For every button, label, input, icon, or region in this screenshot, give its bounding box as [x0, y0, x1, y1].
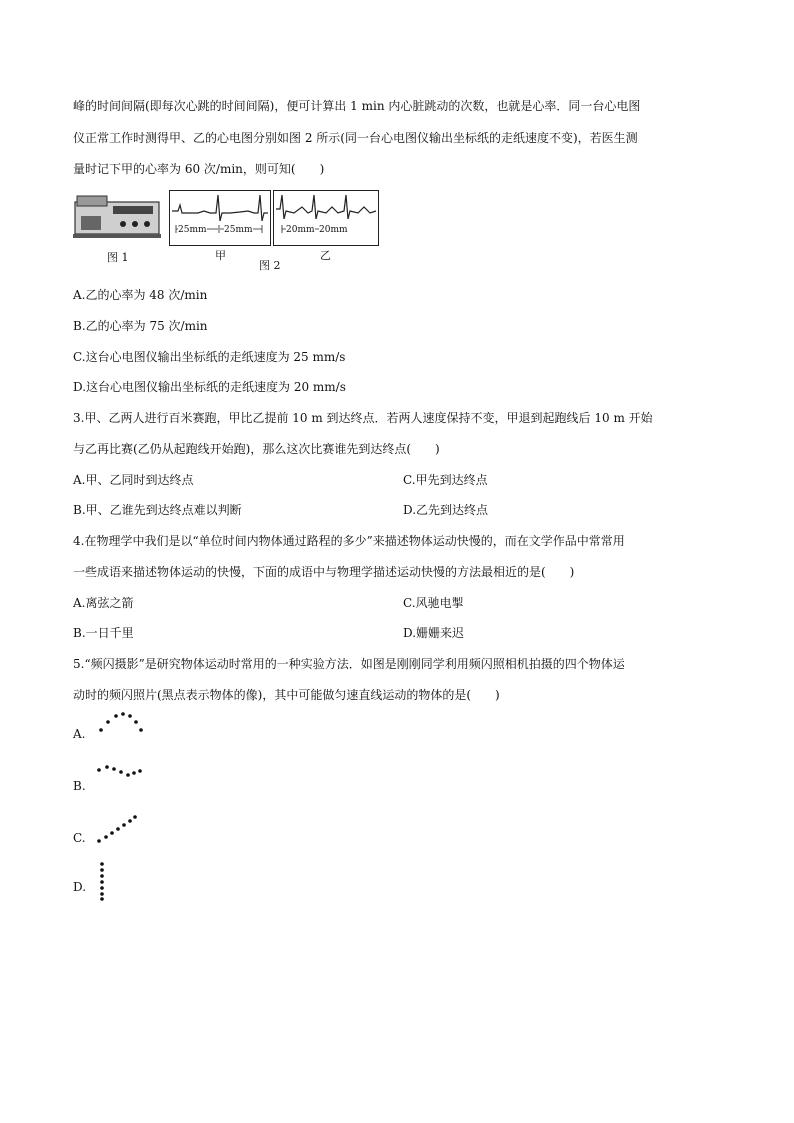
- q3-stem-line2: 与乙再比赛(乙仍从起跑线开始跑)，那么这次比赛谁先到达终点( ): [73, 442, 440, 456]
- q5-option-c-dots-image: [96, 814, 140, 846]
- q5-option-b-dots-image: [96, 760, 146, 782]
- q2-intro-line2: 仪正常工作时测得甲、乙的心电图分别如图 2 所示(同一台心电图仪输出坐标纸的走纸速度不变)，若医生测: [73, 131, 638, 145]
- ecg-device-image: [73, 192, 163, 240]
- q5-option-c: C.: [73, 831, 86, 845]
- q5-option-a: A.: [73, 727, 86, 741]
- q5-option-a-dots-image: [96, 708, 146, 736]
- q3-option-b: B.甲、乙谁先到达终点难以判断: [73, 503, 242, 517]
- ecg-yi-seg2: 20mm: [319, 225, 348, 235]
- ecg-figure: [73, 186, 383, 272]
- q3-option-a: A.甲、乙同时到达终点: [73, 473, 194, 487]
- q2-option-d: D.这台心电图仪输出坐标纸的走纸速度为 20 mm/s: [73, 380, 346, 394]
- ecg-yi-label: 乙: [320, 249, 331, 262]
- ecg-yi-seg1: 20mm: [286, 225, 315, 235]
- figure-2-caption: 图 2: [259, 259, 281, 272]
- q5-option-d-dots-image: [96, 860, 110, 902]
- ecg-jia-seg2: 25mm: [224, 225, 253, 235]
- q5-stem-line1: 5.“频闪摄影”是研究物体运动时常用的一种实验方法．如图是刚刚同学利用频闪照相机拍摄的四个物体运: [73, 657, 625, 671]
- q3-option-d: D.乙先到达终点: [403, 503, 489, 517]
- q5-option-b: B.: [73, 779, 86, 793]
- ecg-panel-yi: [273, 190, 379, 246]
- q2-intro-line1: 峰的时间间隔(即每次心跳的时间间隔)，便可计算出 1 min 内心脏跳动的次数，也就是心率．同一台心电图: [73, 99, 641, 113]
- q2-option-a: A.乙的心率为 48 次/min: [73, 288, 208, 302]
- q4-stem-line2: 一些成语来描述物体运动的快慢，下面的成语中与物理学描述运动快慢的方法最相近的是( ): [73, 565, 575, 579]
- q5-stem-line2: 动时的频闪照片(黑点表示物体的像)，其中可能做匀速直线运动的物体的是( ): [73, 688, 500, 702]
- q4-option-d: D.姗姗来迟: [403, 626, 465, 640]
- q2-intro-line3: 量时记下甲的心率为 60 次/min，则可知( ): [73, 162, 325, 176]
- ecg-panel-jia: [169, 190, 271, 246]
- figure-1-caption: 图 1: [107, 251, 129, 264]
- q3-option-c: C.甲先到达终点: [403, 473, 488, 487]
- q4-stem-line1: 4.在物理学中我们是以“单位时间内物体通过路程的多少”来描述物体运动快慢的，而在文学作品中常常用: [73, 534, 625, 548]
- ecg-jia-label: 甲: [215, 249, 226, 262]
- q5-option-d: D.: [73, 880, 87, 894]
- q4-option-b: B.一日千里: [73, 626, 134, 640]
- q2-option-b: B.乙的心率为 75 次/min: [73, 319, 208, 333]
- q3-stem-line1: 3.甲、乙两人进行百米赛跑，甲比乙提前 10 m 到达终点．若两人速度保持不变，甲退到起跑线后 10 m 开始: [73, 411, 653, 425]
- ecg-jia-seg1: 25mm: [178, 225, 207, 235]
- q4-option-a: A.离弦之箭: [73, 596, 134, 610]
- q2-option-c: C.这台心电图仪输出坐标纸的走纸速度为 25 mm/s: [73, 350, 346, 364]
- q4-option-c: C.风驰电掣: [403, 596, 464, 610]
